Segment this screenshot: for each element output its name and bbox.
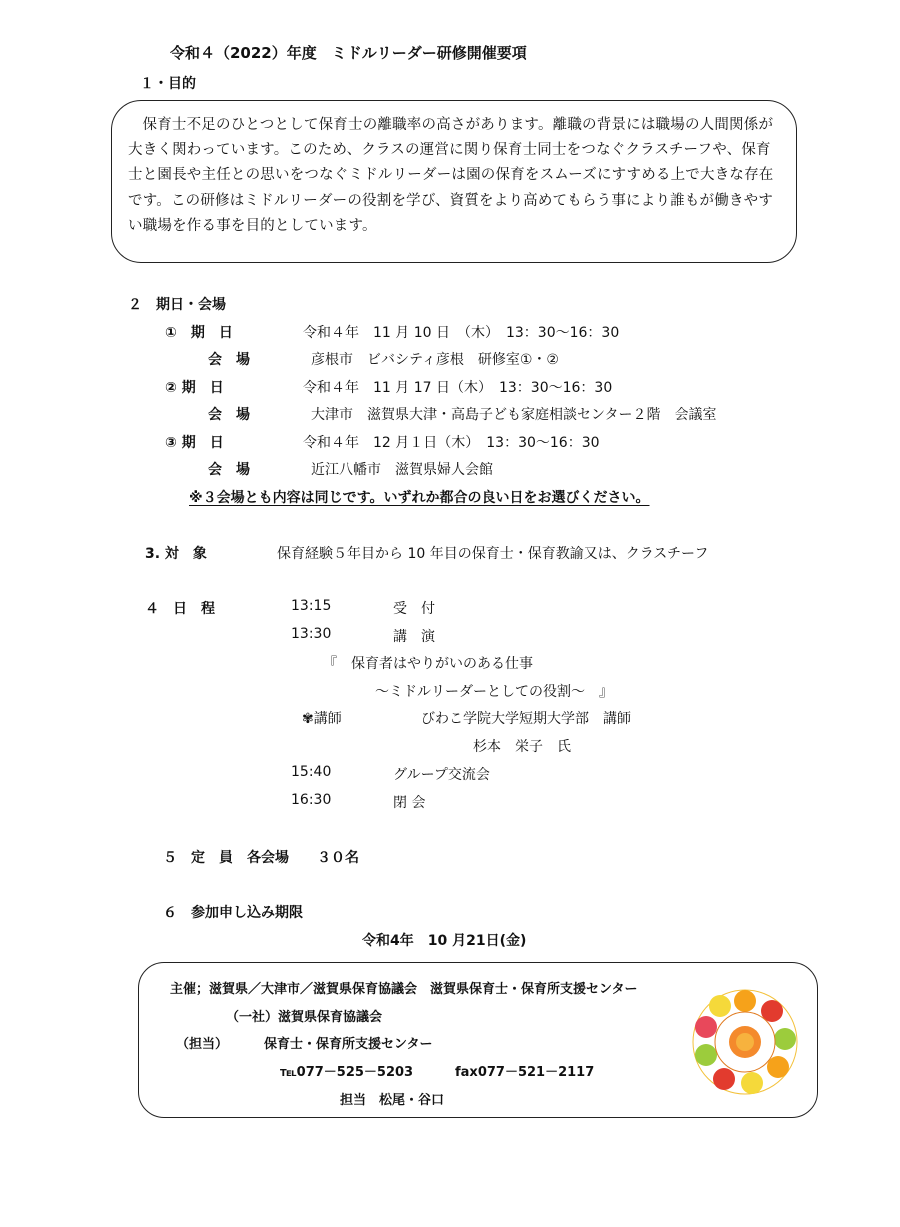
section-target-heading: 3. 対 象 bbox=[145, 546, 207, 562]
session-3-venue: 近江八幡市 滋賀県婦人会館 bbox=[311, 462, 493, 478]
session-1-venue-label: 会 場 bbox=[208, 352, 250, 368]
session-2-venue-label: 会 場 bbox=[208, 407, 250, 423]
session-1-date: 令和４年 11 月 10 日 （木） 13：30～16：30 bbox=[303, 325, 620, 341]
lecturer-name: 杉本 栄子 氏 bbox=[473, 739, 571, 755]
organizer-text: 主催；滋賀県／大津市／滋賀県保育協議会 滋賀県保育士・保育所支援センター bbox=[170, 982, 638, 997]
session-1-venue: 彦根市 ビバシティ彦根 研修室①・② bbox=[311, 352, 559, 368]
contact-person: 担当 松尾・谷口 bbox=[340, 1093, 445, 1108]
page-title: 令和４（2022）年度 ミドルリーダー研修開催要項 bbox=[170, 44, 527, 62]
purpose-text: 保育士不足のひとつとして保育士の離職率の高さがあります。離職の背景には職場の人間関係が大きく関わっています。このため、クラスの運営に関り保育士同士をつなぐクラスチーフや、保育士と園長や主任との思いをつなぐミドルリーダーは園の保育をスムーズにすすめる上で大きな存在です。この研修はミドルリーダーの役割を学び、資質をより高めてもらう事により誰もが働きやすい職場を作る事を目的としています。 bbox=[128, 117, 774, 234]
section-deadline-heading: ６ 参加申し込み期限 bbox=[163, 905, 303, 921]
session-2-date: 令和４年 11 月 17 日（木） 13：30～16：30 bbox=[303, 380, 613, 396]
contact-tel: ℡077－525－5203 bbox=[280, 1065, 414, 1080]
program-label: グループ交流会 bbox=[393, 767, 490, 783]
lecture-title-line-2: ～ミドルリーダーとしての役割～ 』 bbox=[375, 684, 613, 700]
program-label: 受 付 bbox=[393, 601, 435, 617]
session-3-date: 令和４年 12 月１日（木） 13：30～16：30 bbox=[303, 435, 600, 451]
session-1-label: ① 期 日 bbox=[165, 325, 233, 341]
program-time: 13:15 bbox=[291, 598, 332, 614]
section-purpose-heading: １・目的 bbox=[140, 76, 196, 92]
lecturer-affiliation: びわこ学院大学短期大学部 講師 bbox=[421, 711, 631, 727]
contact-org: 保育士・保育所支援センター bbox=[264, 1037, 433, 1052]
contact-fax: fax077－521－2117 bbox=[455, 1065, 595, 1080]
co-organizer-text: （一社）滋賀県保育協議会 bbox=[226, 1010, 383, 1025]
lecture-title-line-1: 『 保育者はやりがいのある仕事 bbox=[323, 656, 533, 672]
session-2-label: ② 期 日 bbox=[165, 380, 224, 396]
program-time: 15:40 bbox=[291, 764, 332, 780]
program-label: 講 演 bbox=[393, 629, 435, 645]
venue-note: ※３会場とも内容は同じです。いずれか都合の良い日をお選びください。 bbox=[189, 490, 650, 506]
deadline-date: 令和4年 10 月21日(金) bbox=[362, 933, 527, 949]
program-time: 13:30 bbox=[291, 626, 332, 642]
center-logo-icon bbox=[692, 989, 798, 1095]
lecturer-label: ✾講師 bbox=[302, 711, 342, 727]
section-schedule-heading: ２ 期日・会場 bbox=[128, 297, 226, 313]
target-text: 保育経験５年目から 10 年目の保育士・保育教諭又は、クラスチーフ bbox=[277, 546, 709, 562]
session-3-venue-label: 会 場 bbox=[208, 462, 250, 478]
section-program-heading: ４ 日 程 bbox=[145, 601, 215, 617]
capacity-text: ５ 定 員 各会場 ３０名 bbox=[163, 850, 359, 866]
program-time: 16:30 bbox=[291, 792, 332, 808]
contact-label: （担当） bbox=[176, 1037, 229, 1052]
session-3-label: ③ 期 日 bbox=[165, 435, 224, 451]
program-label: 閉 会 bbox=[393, 795, 426, 811]
session-2-venue: 大津市 滋賀県大津・高島子ども家庭相談センター２階 会議室 bbox=[311, 407, 717, 423]
